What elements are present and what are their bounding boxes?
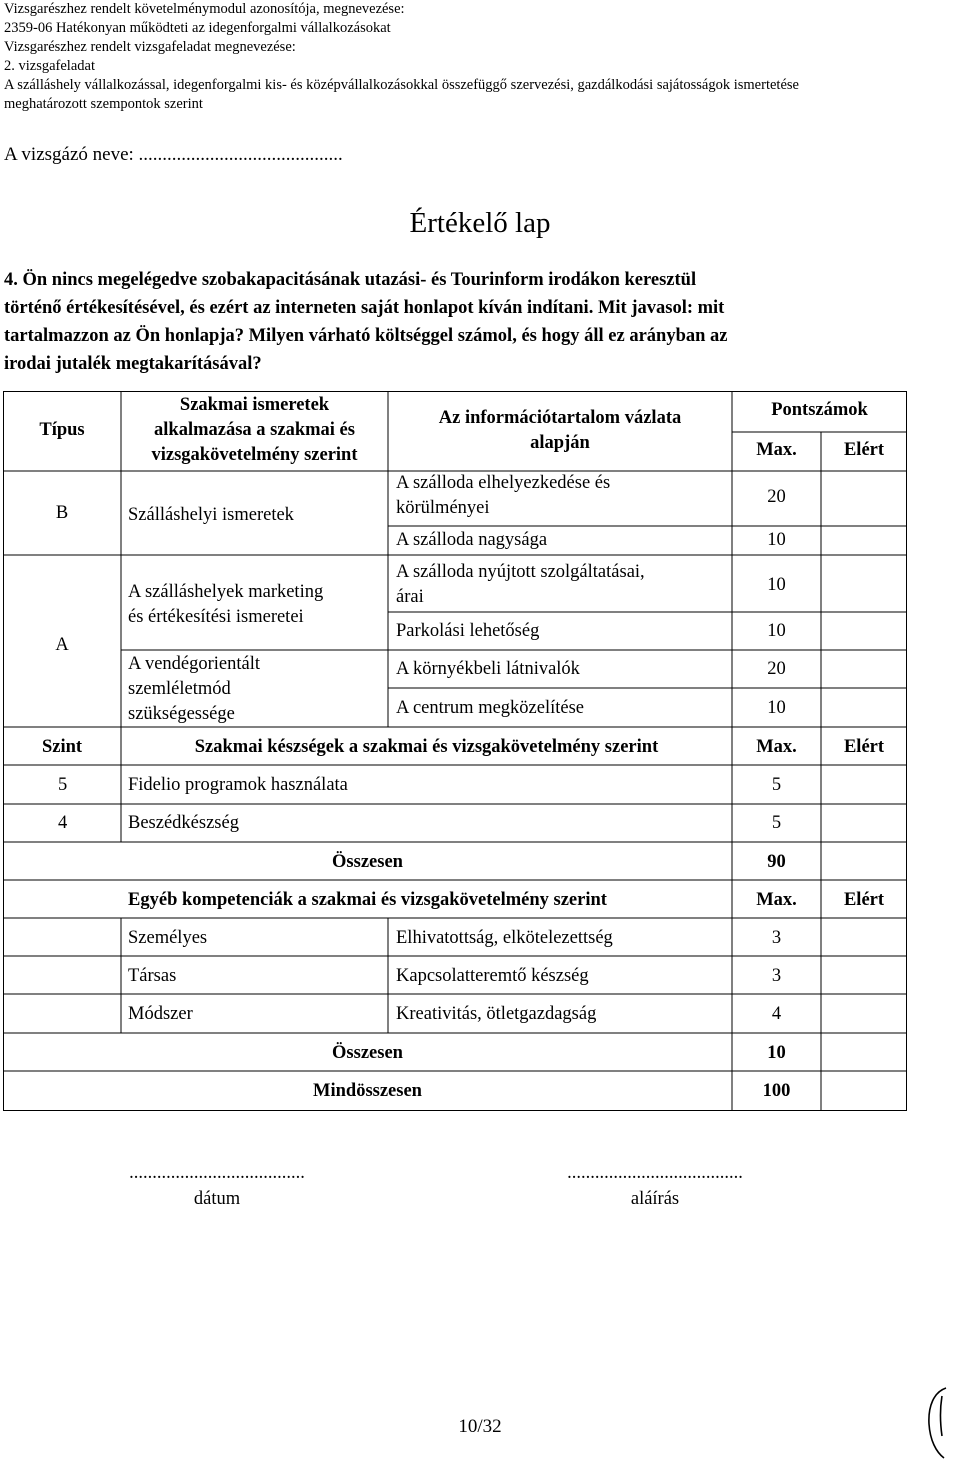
competency-kind: Társas: [128, 966, 177, 986]
skill-level: 4: [58, 813, 68, 833]
signature-dots: ......................................: [567, 1163, 743, 1183]
type-a-label: A: [55, 635, 69, 655]
topic-label: szemléletmód: [128, 679, 231, 699]
task-question: [4, 266, 907, 378]
signature-field: [524, 1160, 786, 1212]
header-max: Max.: [756, 440, 797, 460]
document-header: [4, 0, 799, 114]
competency-kind: Személyes: [128, 928, 208, 948]
header-points: Pontszámok: [771, 400, 868, 420]
skill-max: 5: [771, 813, 782, 833]
skills-total-label: Összesen: [332, 852, 403, 872]
skill-label: Beszédkészség: [128, 813, 239, 833]
question-line: irodai jutalék megtakarításával?: [4, 354, 262, 374]
skills-max-header: Max.: [756, 737, 797, 757]
header-info-line: Az információtartalom vázlata: [438, 408, 682, 428]
criterion-max: 10: [767, 698, 786, 718]
header-line: 2. vizsgafeladat: [4, 58, 95, 74]
topic-label: A vendégorientált: [128, 654, 261, 674]
skills-level-header: Szint: [41, 737, 83, 757]
page-number: 10/32: [458, 1416, 502, 1437]
skill-level: 5: [58, 775, 68, 795]
competencies-achieved-header: Elért: [843, 890, 885, 910]
competency-label: Kreativitás, ötletgazdagság: [396, 1004, 597, 1024]
type-b-label: B: [55, 503, 69, 523]
question-line: tartalmazzon az Ön honlapja? Milyen várható költséggel számol, és hogy áll ez arányban az: [4, 326, 728, 346]
handwritten-signature-icon: [920, 1382, 954, 1462]
date-label: dátum: [193, 1189, 241, 1209]
criterion-label: A centrum megközelítése: [396, 698, 585, 718]
header-info-line: alapján: [530, 433, 590, 453]
criterion-label: körülményei: [396, 498, 490, 518]
skills-total-value: 90: [767, 852, 786, 872]
competency-label: Elhivatottság, elkötelezettség: [396, 928, 613, 948]
criterion-max: 10: [767, 530, 786, 550]
competencies-max-header: Max.: [756, 890, 797, 910]
header-skill-line: vizsgakövetelmény szerint: [151, 445, 358, 465]
criterion-label: A szálloda nagysága: [396, 530, 548, 550]
competency-max: 4: [771, 1004, 782, 1024]
header-line: 2359-06 Hatékonyan működteti az idegenforgalmi vállalkozásokat: [4, 20, 391, 36]
criterion-label: A szálloda elhelyezkedése és: [396, 473, 611, 493]
header-line: A szálláshely vállalkozással, idegenforgalmi kis- és középvállalkozásokkal összefüggő szervezési, gazdálkodási sajátosságok ismertetése: [4, 77, 799, 93]
question-line: történő értékesítésével, és ezért az interneten saját honlapot kíván indítani. Mit javasol: mit: [4, 298, 725, 318]
criterion-max: 10: [767, 621, 786, 641]
question-line: 4. Ön nincs megelégedve szobakapacitásának utazási- és Tourinform irodákon keresztül: [4, 270, 697, 290]
criterion-max: 20: [767, 487, 786, 507]
competencies-total-label: Összesen: [332, 1043, 403, 1063]
date-field: [86, 1160, 348, 1212]
criterion-max: 20: [767, 659, 786, 679]
header-achieved: Elért: [843, 440, 885, 460]
competency-max: 3: [771, 966, 782, 986]
grand-total-label: Mindösszesen: [313, 1081, 422, 1101]
header-type: Típus: [39, 420, 85, 440]
header-line: meghatározott szempontok szerint: [4, 96, 203, 112]
competency-max: 3: [771, 928, 782, 948]
header-line: Vizsgarészhez rendelt vizsgafeladat megnevezése:: [4, 39, 296, 55]
header-line: Vizsgarészhez rendelt követelménymodul azonosítója, megnevezése:: [4, 1, 405, 17]
criterion-label: árai: [396, 587, 424, 607]
signature-label: aláírás: [630, 1189, 680, 1209]
skill-label: Fidelio programok használata: [128, 775, 348, 795]
criterion-max: 10: [767, 575, 786, 595]
criterion-label: A környékbeli látnivalók: [396, 659, 580, 679]
topic-label: és értékesítési ismeretei: [128, 607, 304, 627]
topic-label: Szálláshelyi ismeretek: [128, 505, 294, 525]
date-dots: ......................................: [129, 1163, 305, 1183]
topic-label: A szálláshelyek marketing: [128, 582, 324, 602]
skill-max: 5: [771, 775, 782, 795]
evaluation-table: [3, 391, 907, 1111]
criterion-label: Parkolási lehetőség: [396, 621, 540, 641]
criterion-label: A szálloda nyújtott szolgáltatásai,: [396, 562, 645, 582]
competencies-total-value: 10: [767, 1043, 786, 1063]
competency-label: Kapcsolatteremtő készség: [396, 966, 589, 986]
header-skill-line: Szakmai ismeretek: [179, 395, 330, 415]
grand-total-value: 100: [762, 1081, 791, 1101]
header-skill-line: alkalmazása a szakmai és: [154, 420, 355, 440]
skills-achieved-header: Elért: [843, 737, 885, 757]
topic-label: szükségessége: [128, 704, 235, 724]
competencies-header: Egyéb kompetenciák a szakmai és vizsgakövetelmény szerint: [128, 890, 607, 910]
skills-header: Szakmai készségek a szakmai és vizsgakövetelmény szerint: [194, 737, 659, 757]
page-title: Értékelő lap: [409, 207, 551, 239]
examinee-name-field: A vizsgázó neve: ...........................................: [4, 144, 343, 165]
competency-kind: Módszer: [128, 1004, 193, 1024]
